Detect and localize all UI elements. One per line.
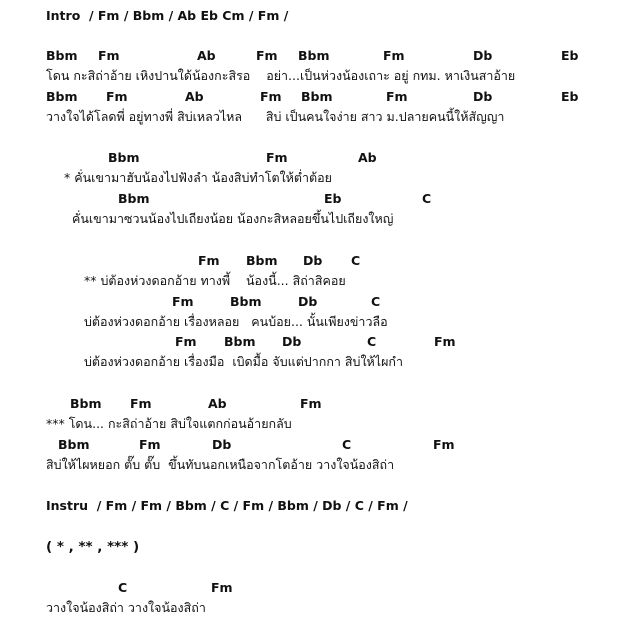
lyric-line: วางใจได้โลดพี่ อยู่ทางพี่ สิบ่เหลวไหล สิบ่ เป็นคนใจง่าย สาว ม.ปลายคนนี้ให้สัญญา: [46, 109, 505, 124]
chord: Ab: [185, 89, 204, 104]
chord: Fm: [434, 334, 456, 349]
instru-line: Instru / Fm / Fm / Bbm / C / Fm / Bbm / Db / C / Fm /: [46, 498, 408, 513]
chord: Db: [303, 253, 323, 268]
chord: Bbm: [230, 294, 262, 309]
chord: Fm: [260, 89, 282, 104]
chord: Db: [298, 294, 318, 309]
chord: Bbm: [246, 253, 278, 268]
repeat-marker: ( * , ** , *** ): [46, 539, 140, 555]
chord: Bbm: [46, 48, 78, 63]
lyric-line: *** โดน... กะสิถ่าอ้าย สิบ่ใจแตกก่อนอ้ายกลับ: [46, 416, 292, 431]
chord: Bbm: [70, 396, 102, 411]
chord: Bbm: [108, 150, 140, 165]
chord: Ab: [358, 150, 377, 165]
lyric-line: คั่นเขามาซวนน้องไปเถียงน้อย น้องกะสิหลอยขึ้นไปเถียงใหญ่: [72, 211, 394, 226]
lyric-line: สิบ่ให้ไผหยอก ตั๊บ ตั๊บ ขึ้นทับนอกเหนือจากโตอ้าย วางใจน้องสิถ่า: [46, 457, 395, 472]
chord: Bbm: [298, 48, 330, 63]
chord: Fm: [300, 396, 322, 411]
chord: Fm: [98, 48, 120, 63]
chord: Bbm: [301, 89, 333, 104]
chord: Db: [282, 334, 302, 349]
chord: C: [351, 253, 361, 268]
chord: Bbm: [46, 89, 78, 104]
chord: Fm: [130, 396, 152, 411]
chord: C: [422, 191, 432, 206]
lyric-line: วางใจน้องสิถ่า วางใจน้องสิถ่า: [46, 600, 206, 615]
lyric-line: ** บ่ต้องห่วงดอกอ้าย ทางพี้ น้องนี้... สิถ่าสิคอย: [84, 273, 346, 288]
chord: Eb: [561, 48, 579, 63]
chord: Db: [212, 437, 232, 452]
chord: Fm: [106, 89, 128, 104]
chord: Fm: [198, 253, 220, 268]
lyric-line: * คั่นเขามาฮับน้องไปฟังลำ น้องสิบ่ทำโตให้ต่ำต้อย: [64, 170, 333, 185]
intro-line: Intro / Fm / Bbm / Ab Eb Cm / Fm /: [46, 8, 289, 23]
chord: Fm: [172, 294, 194, 309]
lyric-line: บ่ต้องห่วงดอกอ้าย เรื่องหลอย คนบ้อย... นั้นเพียงข่าวลือ: [84, 314, 388, 329]
chord: Eb: [561, 89, 579, 104]
chord: C: [118, 580, 128, 595]
lyric-line: บ่ต้องห่วงดอกอ้าย เรื่องมือ เบิดมื้อ จับแต่ปากกา สิบ่ให้ไผกำ: [84, 354, 404, 369]
chord: Ab: [197, 48, 216, 63]
chord: Fm: [139, 437, 161, 452]
chord: Db: [473, 89, 493, 104]
chord: Bbm: [58, 437, 90, 452]
lyric-line: โดน กะสิถ่าอ้าย เหิงปานใด้น้องกะสิรอ อย่า...เป็นห่วงน้องเถาะ อยู่ กทม. หาเงินสาอ้าย: [46, 68, 516, 83]
chord: Fm: [256, 48, 278, 63]
chord: Fm: [386, 89, 408, 104]
chord: Fm: [383, 48, 405, 63]
chord: Fm: [433, 437, 455, 452]
chord: C: [342, 437, 352, 452]
chord: Db: [473, 48, 493, 63]
chord: Fm: [211, 580, 233, 595]
chord: Eb: [324, 191, 342, 206]
chord: Bbm: [224, 334, 256, 349]
chord: Ab: [208, 396, 227, 411]
chord: Bbm: [118, 191, 150, 206]
chord: Fm: [266, 150, 288, 165]
chord: C: [371, 294, 381, 309]
chord: Fm: [175, 334, 197, 349]
chord: C: [367, 334, 377, 349]
